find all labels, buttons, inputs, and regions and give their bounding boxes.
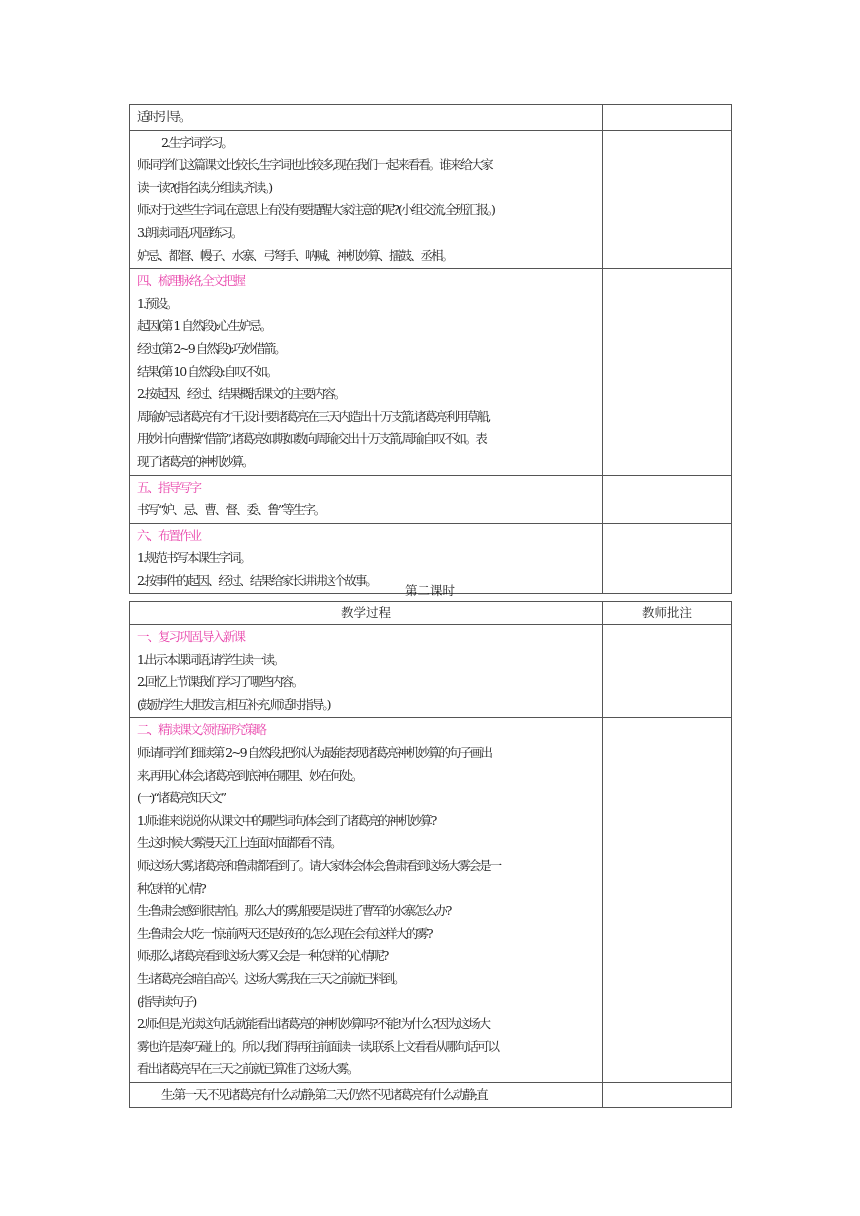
text-line: 1.出示本课词语,请学生读一读。 [137, 651, 284, 667]
text-line: 起因(第 1 自然段):心生妒忌。 [137, 318, 271, 334]
process-cell [130, 475, 603, 523]
teacher-note-cell [603, 105, 732, 131]
text-line: 雾也许是凑巧碰上的。所以,我们得再往前面读一读,联系上文看看从哪句话可以 [137, 1038, 498, 1054]
text-line: 结果(第 10 自然段):自叹不如。 [137, 363, 277, 379]
table-row [130, 105, 732, 131]
text-line: 种怎样的心情? [137, 880, 205, 896]
section-heading: 六、布置作业 [137, 527, 201, 543]
text-line: 生:诸葛亮会暗自高兴。这场大雾,我在三天之前就已料到。 [137, 970, 404, 986]
text-line: 师:这场大雾,诸葛亮和鲁肃都看到了。请大家体会体会,鲁肃看到这场大雾会是一 [137, 857, 501, 873]
lesson-table-1 [129, 104, 732, 594]
text-line: 3.朗读词语,巩固练习。 [137, 224, 242, 240]
text-line: (一)“诸葛亮知天文” [137, 790, 226, 806]
text-line: 1.预设。 [137, 295, 177, 311]
table-row [130, 269, 732, 475]
teacher-note-cell [603, 269, 732, 475]
section-heading: 一、复习巩固,导入新课 [137, 629, 244, 644]
text-line: 生:第一天,不见诸葛亮有什么动静;第二天,仍然不见诸葛亮有什么动静;直 [161, 1086, 487, 1102]
section-heading: 五、指导写字 [137, 479, 201, 495]
text-line: 用妙计向曹操“借箭”,诸葛亮如期如数向周瑜交出十万支箭,周瑜自叹不如。表 [137, 431, 486, 447]
text-line: 1.师:谁来说说你从课文中的哪些词句体会到了诸葛亮的神机妙算? [137, 812, 436, 828]
process-cell [130, 718, 603, 1083]
teacher-note-cell [603, 130, 732, 269]
text-line: 看出诸葛亮早在三天之前就已算准了这场大雾。 [137, 1061, 358, 1077]
text-line: 来,再用心体会,诸葛亮到底神在哪里、妙在何处。 [137, 767, 362, 783]
text-line: 2.生字词学习。 [161, 134, 232, 150]
text-line: 读一读?(指名读,分组读,齐读。) [137, 179, 272, 195]
text-line: 1.规范书写本课生字词。 [137, 550, 250, 566]
header-teacher-note: 教师批注 [603, 602, 732, 625]
text-line: 生:这时候大雾漫天,江上连面对面都看不清。 [137, 835, 341, 851]
process-cell [130, 269, 603, 475]
process-cell [130, 105, 603, 131]
lesson-table-2 [129, 601, 732, 1108]
text-line: 2.按起因、经过、结果概括课文的主要内容。 [137, 386, 345, 402]
text-line: (鼓励学生大胆发言,相互补充,师适时指导。) [137, 696, 330, 712]
text-line: 适时引导。 [137, 109, 190, 124]
teacher-note-cell [603, 1082, 732, 1108]
text-line: 周瑜妒忌诸葛亮有才干,设计要诸葛亮在三天内造出十万支箭,诸葛亮利用草船, [137, 408, 490, 424]
text-line: 妒忌、都督、幔子、水寨、弓弩手、呐喊、神机妙算、擂鼓、丞相。 [137, 247, 453, 263]
table-row [130, 130, 732, 269]
section-heading: 二、精读课文,领悟研究策略 [137, 722, 265, 738]
section-heading: 四、梳理脉络,全文把握 [137, 273, 244, 289]
process-cell [130, 130, 603, 269]
session-title: 第二课时 [404, 583, 455, 598]
teacher-note-cell [603, 718, 732, 1083]
process-cell [130, 1082, 603, 1108]
table-header-row [130, 602, 732, 625]
text-line: 师:那么,诸葛亮看到这场大雾又会是一种怎样的心情呢? [137, 948, 388, 964]
teacher-note-cell [603, 475, 732, 523]
text-line: 生:鲁肃会大吃一惊:前两天还是好好的,怎么现在会有这样大的雾? [137, 925, 432, 941]
text-line: 2.回忆上节课我们学习了哪些内容。 [137, 674, 303, 690]
text-line: (指导读句子) [137, 993, 196, 1009]
table-row [130, 718, 732, 1083]
header-process: 教学过程 [130, 602, 603, 625]
teacher-note-cell [603, 625, 732, 718]
text-line: 书写“妒、忌、曹、督、委、鲁”等生字。 [137, 502, 325, 518]
text-line: 2.师:但是,光读这句话,就能看出诸葛亮的神机妙算吗?不能!为什么?因为这场大 [137, 1016, 490, 1032]
text-line: 2.按事件的起因、经过、结果给家长讲讲这个故事。 [137, 572, 376, 588]
text-line: 经过(第 2~9 自然段):巧妙借箭。 [137, 340, 285, 356]
table-row [130, 1082, 732, 1108]
table-row [130, 625, 732, 718]
process-cell [130, 625, 603, 718]
text-line: 师:对于这些生字词,在意思上有没有要提醒大家注意的呢?(小组交流,全班汇报。) [137, 202, 494, 218]
text-line: 生:鲁肃会感到很害怕。那么大的雾,船要是误进了曹军的水寨怎么办? [137, 903, 451, 919]
text-line: 现了诸葛亮的神机妙算。 [137, 453, 253, 469]
text-line: 师:同学们,这篇课文比较长,生字词也比较多,现在我们一起来看看。谁来给大家 [137, 157, 492, 173]
text-line: 师:请同学们细读第 2~9 自然段,把你认为最能表现诸葛亮神机妙算的句子画出 [137, 744, 492, 760]
table-row [130, 475, 732, 523]
